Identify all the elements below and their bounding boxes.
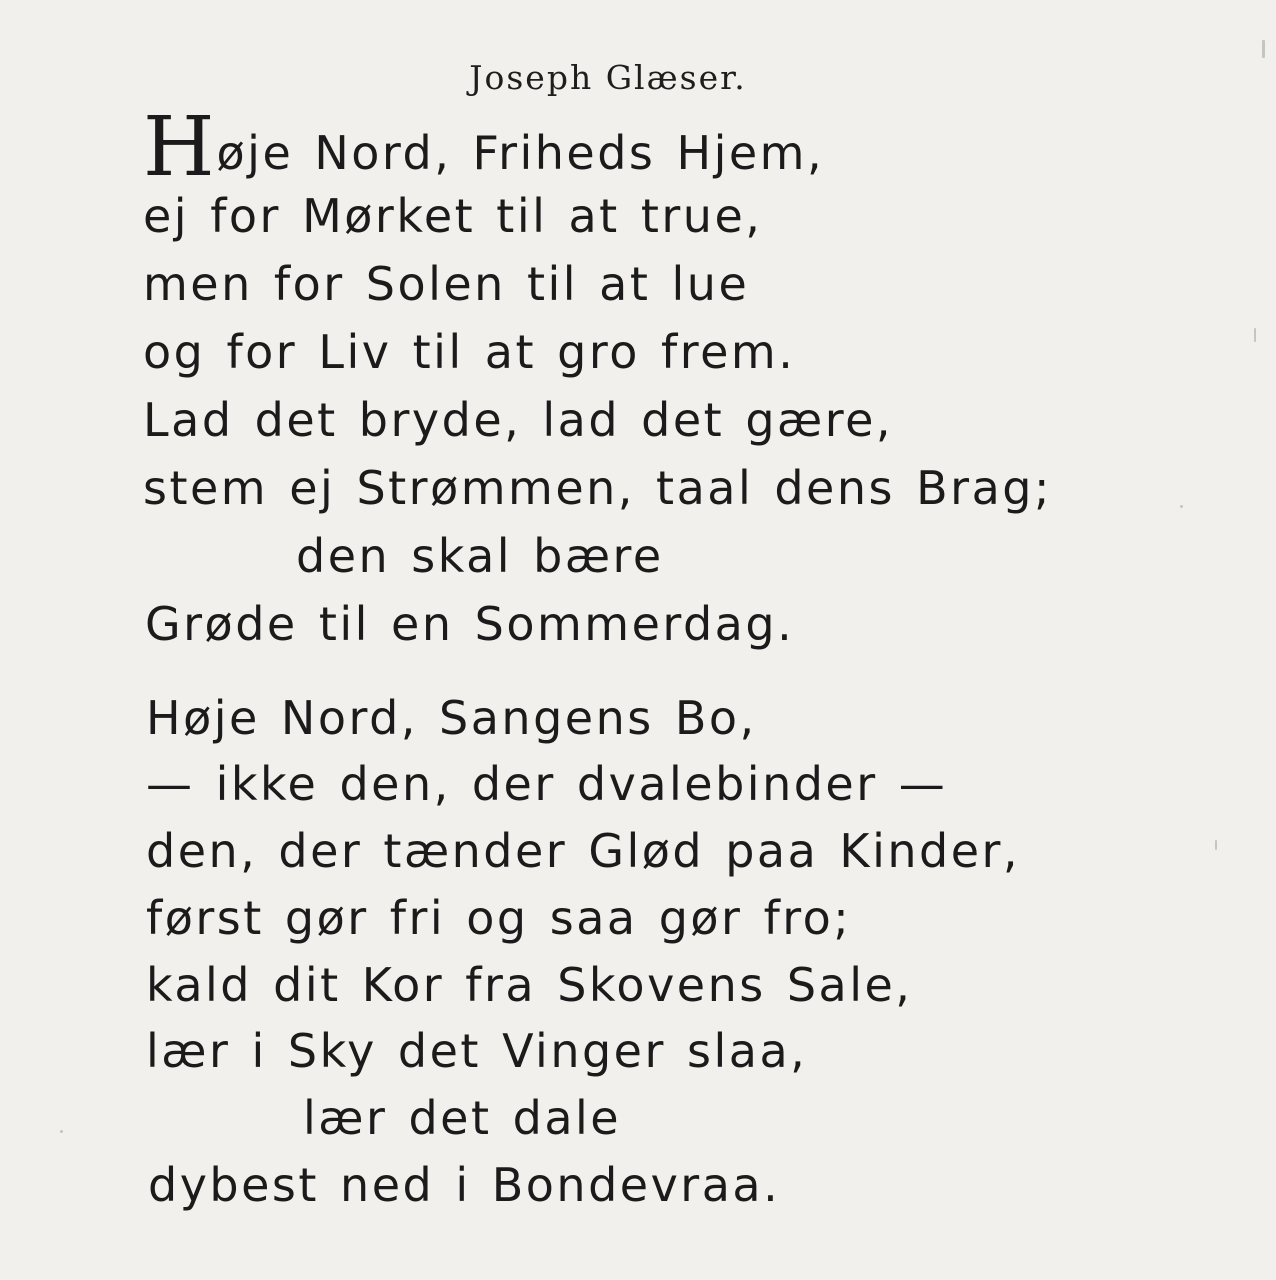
drop-cap: H <box>143 100 215 195</box>
paper-speck <box>1262 40 1265 58</box>
stanza2-line-6: lær i Sky det Vinger slaa, <box>146 1024 808 1078</box>
stanza2-line-7: lær det dale <box>303 1091 622 1145</box>
stanza1-line-5: Lad det bryde, lad det gære, <box>143 393 894 447</box>
stanza2-line-5: kald dit Kor fra Skovens Sale, <box>146 958 913 1012</box>
stanza1-line-6: stem ej Strømmen, taal dens Brag; <box>143 461 1052 515</box>
stanza1-line-1: Høje Nord, Friheds Hjem, <box>143 100 825 195</box>
stanza1-line-4: og for Liv til at gro frem. <box>143 325 796 379</box>
stanza2-line-8: dybest ned i Bondevraa. <box>148 1158 781 1212</box>
paper-speck <box>1254 328 1256 342</box>
paper-speck <box>1215 840 1217 850</box>
stanza1-line-2: ej for Mørket til at true, <box>143 189 763 243</box>
stanza1-line-7: den skal bære <box>296 529 664 583</box>
paper-speck <box>60 1130 63 1133</box>
stanza1-line-3: men for Solen til at lue <box>143 257 750 311</box>
stanza2-line-3: den, der tænder Glød paa Kinder, <box>146 824 1021 878</box>
stanza2-line-4: først gør fri og saa gør fro; <box>146 891 852 945</box>
stanza1-line-8: Grøde til en Sommerdag. <box>145 597 795 651</box>
stanza2-line-2: — ikke den, der dvalebinder — <box>146 757 948 811</box>
paper-speck <box>1180 505 1183 508</box>
stanza2-line-1: Høje Nord, Sangens Bo, <box>146 691 757 745</box>
author-heading: Joseph Glæser. <box>469 58 747 97</box>
